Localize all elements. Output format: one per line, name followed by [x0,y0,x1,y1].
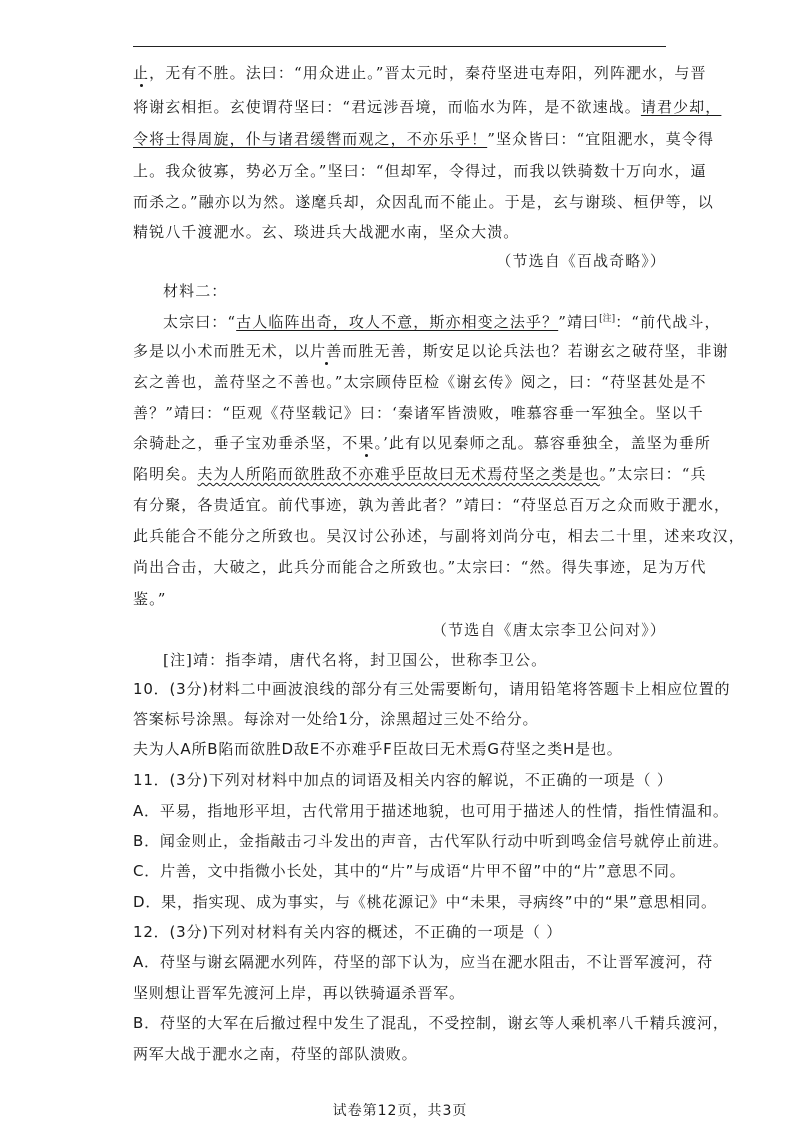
material2-line: 余骑赴之，垂子宝劝垂杀坚，不果。’此有以见秦师之乱。慕容垂独全，盖坚为垂所 [133,434,711,452]
material2-line: 尚出合击，大破之，此兵分而能合之所致也。”太宗曰：“然。得失事迹，足为万代 [133,558,707,576]
material1-line: 将谢玄相拒。玄使谓苻坚曰：“君远涉吾境，而临水为阵，是不欲速战。请君少却， [133,98,722,116]
material1-line: 而杀之。”融亦以为然。遂麾兵却，众因乱而不能止。于是，玄与谢琰、桓伊等，以 [133,193,714,211]
material2-line: 此兵能合不能分之所致也。吴汉讨公孙述，与副将刘尚分屯，相去二十里，述来攻汉， [133,527,745,545]
top-rule [133,46,666,47]
material2-line: 陷明矣。夫为人所陷而欲胜敌不亦难乎臣故曰无术焉苻坚之类是也。”太宗曰：“兵 [133,465,707,483]
q12-stem: 12．(3分)下列对材料有关内容的概述，不正确的一项是（ ） [133,923,563,941]
material1-line: 止，无有不胜。法曰：“用众进止。”晋太元时，秦苻坚进屯寿阳，列阵淝水，与晋 [133,64,707,82]
page-footer: 试卷第12页，共3页 [332,1103,468,1119]
material2-line: 鉴。” [133,590,167,608]
q11-stem: 11．(3分)下列对材料中加点的词语及相关内容的解说，不正确的一项是（ ） [133,771,673,789]
dotted-word: 片善 [310,342,343,360]
material1-source: （节选自《百战奇略》） [496,252,666,270]
underlined-sentence: 令将士得周旋，仆与诸君缓辔而观之，不亦乐乎！ [133,130,488,148]
q11-option-b[interactable]: B．闻金则止，金指敲击刁斗发出的声音，古代军队行动中听到鸣金信号就停止前进。 [133,832,729,850]
material2-source: （节选自《唐太宗李卫公问对》） [431,621,666,639]
wavy-underlined-sentence: 夫为人所陷而欲胜敌不亦难乎臣故曰无术焉苻坚之类是也 [197,465,600,483]
underlined-sentence: 古人临阵出奇，攻人不意，斯亦相变之法乎？ [236,313,559,331]
q12-option-b[interactable]: B．苻坚的大军在后撤过程中发生了混乱，不受控制，谢玄等人乘机率八千精兵渡河， [133,1014,729,1032]
material2-heading: 材料二： [163,282,228,300]
q10-stem: 答案标号涂黑。每涂对一处给1分，涂黑超过三处不给分。 [133,710,539,728]
material1-line: 精锐八千渡淝水。玄、琰进兵大战淝水南，坚众大溃。 [133,223,520,241]
material2-line: 太宗曰：“古人临阵出奇，攻人不意，斯亦相变之法乎？”靖曰[注]：“前代战斗， [163,313,721,331]
q11-option-d[interactable]: D．果，指实现、成为事实，与《桃花源记》中“未果，寻病终”中的“果”意思相同。 [133,893,717,911]
material1-line: 令将士得周旋，仆与诸君缓辔而观之，不亦乐乎！”坚众皆曰：“宜阻淝水，莫令得 [133,130,715,148]
note-marker: [注] [599,314,616,324]
material2-note: [注]靖：指李靖，唐代名将，封卫国公，世称李卫公。 [163,651,548,669]
material2-line: 有分聚，各贵适宜。前代事迹，孰为善此者？”靖曰：“苻坚总百万之众而败于淝水， [133,496,731,514]
material2-line: 多是以小术而胜无术，以片善而胜无善，斯安足以论兵法也？若谢玄之破苻坚，非谢 [133,342,729,360]
dotted-char: 果 [358,434,375,452]
q12-option-b-cont[interactable]: 两军大战于淝水之南，苻坚的部队溃败。 [133,1045,418,1063]
q11-option-a[interactable]: A．平易，指地形平坦，古代常用于描述地貌，也可用于描述人的性情，指性情温和。 [133,802,729,820]
material2-line: 善？”靖曰：“臣观《苻坚载记》曰：‘秦诸军皆溃败，唯慕容垂一军独全。坚以千 [133,404,704,422]
q11-option-c[interactable]: C．片善，文中指微小长处，其中的“片”与成语“片甲不留”中的“片”意思不同。 [133,862,686,880]
material2-line: 玄之善也，盖苻坚之不善也。”太宗顾侍臣检《谢玄传》阅之，曰：“苻坚甚处是不 [133,373,707,391]
dotted-char: 止 [133,64,150,82]
underlined-sentence: 请君少却， [640,98,722,116]
material1-line: 上。我众彼寡，势必万全。”坚曰：“但却军，令得过，而我以铁骑数十万向水，逼 [133,162,707,180]
q12-option-a-cont[interactable]: 坚则想让晋军先渡河上岸，再以铁骑逼杀晋军。 [133,984,465,1002]
q10-stem: 10．(3分)材料二中画波浪线的部分有三处需要断句，请用铅笔将答题卡上相应位置的 [133,680,731,698]
q10-sentence: 夫为人A所B陷而欲胜D敌E不亦难乎F臣故曰无术焉G苻坚之类H是也。 [133,740,623,758]
q12-option-a[interactable]: A．苻坚与谢玄隔淝水列阵，苻坚的部下认为，应当在淝水阻击，不让晋军渡河，苻 [133,953,713,971]
